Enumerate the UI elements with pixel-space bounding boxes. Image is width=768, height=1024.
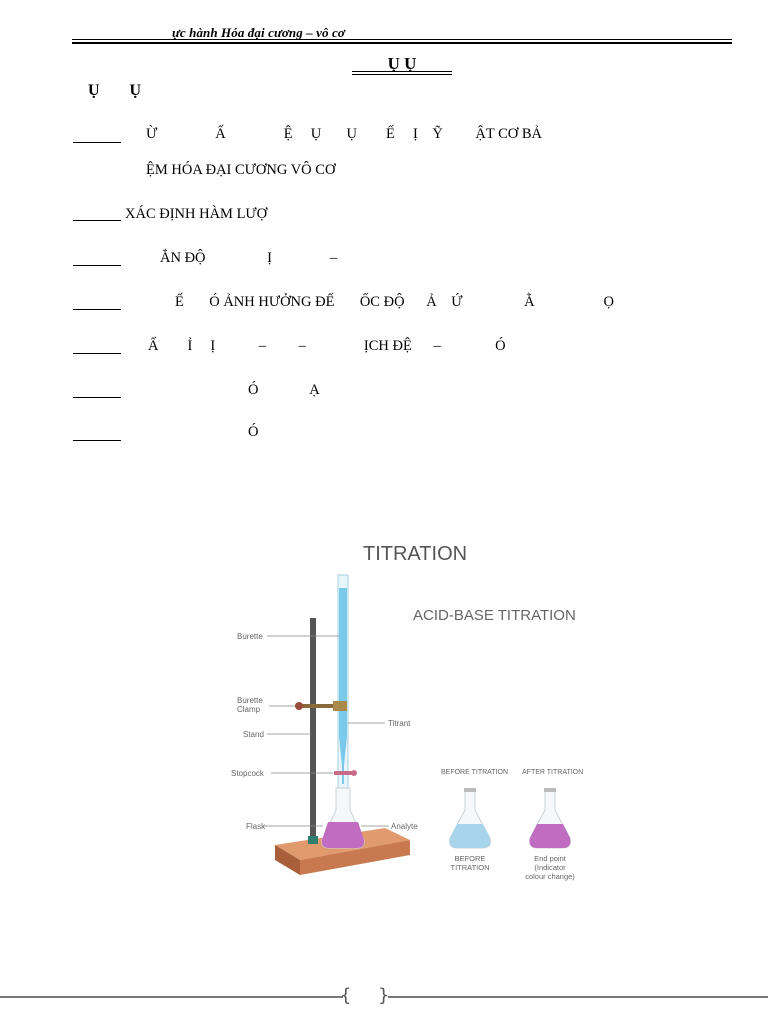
- header-rule-thick: [72, 42, 732, 44]
- footer-bracket-right: }: [378, 985, 390, 1006]
- footer-rule-right: [388, 996, 768, 998]
- title-underline: [352, 71, 452, 72]
- stopcock-handle: [334, 771, 352, 775]
- toc-entry-6-number-line: [73, 397, 121, 398]
- after-caption: colour change): [525, 872, 575, 881]
- stopcock-knob: [351, 770, 357, 776]
- toc-entry-7-number-line: [73, 440, 121, 441]
- toc-entry-2-text[interactable]: XÁC ĐỊNH HÀM LƯỢ: [125, 206, 268, 222]
- clamp-holder: [333, 701, 347, 711]
- before-caption: BEFORE: [454, 854, 486, 863]
- label-titrant: Titrant: [388, 719, 411, 728]
- toc-entry-1-number-line: [73, 142, 121, 143]
- section-label: Ụ Ụ: [88, 82, 142, 99]
- footer-rule-left: [0, 996, 343, 998]
- before-titration-header: BEFORE TITRATION: [441, 769, 509, 776]
- before-flask-rim: [464, 788, 476, 792]
- title-underline: [352, 74, 452, 75]
- toc-entry-4-number-line: [73, 309, 121, 310]
- toc-entry-3-number-line: [73, 265, 121, 266]
- toc-entry-1-text-continued[interactable]: ỆM HÓA ĐẠI CƯƠNG VÔ CƠ: [146, 162, 336, 178]
- label-stand: Stand: [243, 730, 264, 739]
- label-flask: Flask: [246, 822, 266, 831]
- after-titration-header: AFTER TITRATION: [522, 769, 584, 776]
- toc-entry-7-text[interactable]: Ó: [248, 424, 259, 440]
- label-burette-clamp: Clamp: [237, 705, 261, 714]
- running-header: ực hành Hóa đại cương – vô cơ: [172, 25, 345, 40]
- toc-entry-5-number-line: [73, 353, 121, 354]
- titrant-column: [339, 588, 347, 736]
- toc-entry-1-text[interactable]: Ừ Ấ Ệ Ụ Ụ Ế Ị Ỹ ẬT CƠ BẢ: [146, 126, 543, 142]
- toc-entry-4-text[interactable]: Ế Ó ẢNH HƯỞNG ĐẾ ỐC ĐỘ Ả Ứ Ằ Ọ: [175, 294, 614, 310]
- after-flask-rim: [544, 788, 556, 792]
- label-analyte: Analyte: [391, 822, 418, 831]
- figure-title: TITRATION: [363, 543, 468, 565]
- footer-bracket-left: {: [340, 985, 352, 1006]
- titration-illustration: [225, 530, 585, 890]
- before-caption: TITRATION: [450, 863, 490, 872]
- figure-subtitle: ACID-BASE TITRATION: [413, 607, 576, 624]
- stand-foot: [308, 836, 318, 844]
- after-solution: [530, 824, 571, 848]
- toc-entry-5-text[interactable]: Ấ Ỉ Ị – – ỊCH ĐỆ – Ó: [148, 338, 506, 354]
- after-caption: End point: [534, 854, 566, 863]
- after-caption: (Indicator: [534, 863, 566, 872]
- stand-rod: [310, 618, 316, 838]
- document-title: Ụ Ụ: [387, 54, 417, 73]
- before-solution: [450, 824, 491, 848]
- toc-entry-2-number-line: [73, 220, 121, 221]
- toc-entry-6-text[interactable]: Ó Ạ: [248, 382, 320, 398]
- clamp-knob: [295, 702, 303, 710]
- analyte-solution: [322, 822, 364, 848]
- label-burette: Burette: [237, 632, 263, 641]
- header-rule-thin: [72, 39, 732, 40]
- toc-entry-3-text[interactable]: ẮN ĐỘ Ị –: [160, 250, 338, 266]
- label-burette-clamp: Burette: [237, 696, 263, 705]
- label-stopcock: Stopcock: [231, 769, 264, 778]
